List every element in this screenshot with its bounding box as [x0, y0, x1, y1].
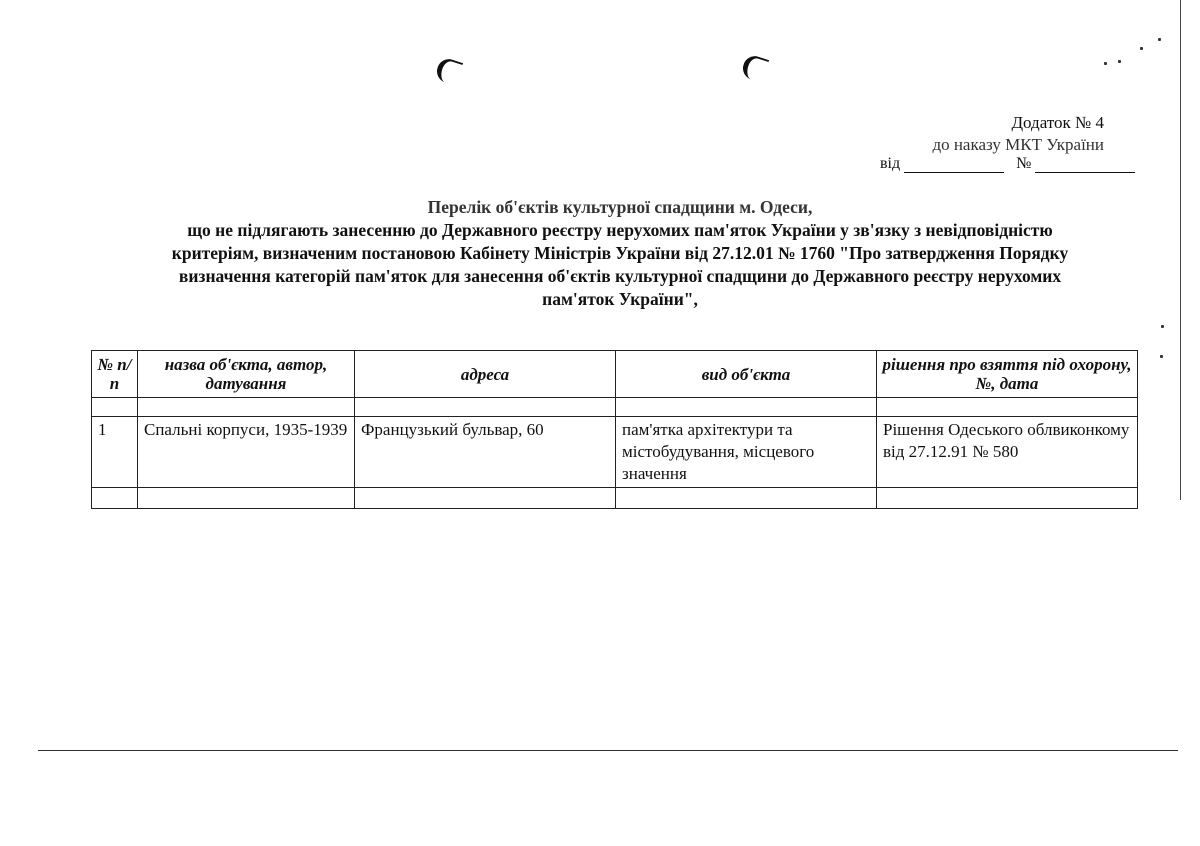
header-decision: рішення про взяття під охорону, №, дата — [877, 351, 1138, 398]
scan-speck — [1104, 62, 1107, 65]
date-prefix: від — [880, 155, 901, 172]
header-name: назва об'єкта, автор, датування — [138, 351, 355, 398]
cell-address: Французький бульвар, 60 — [355, 417, 616, 488]
scan-speck — [1158, 38, 1161, 41]
footer-rule — [38, 750, 1178, 751]
header-address: адреса — [355, 351, 616, 398]
header-number: № п/п — [92, 351, 138, 398]
scan-speck — [1118, 60, 1121, 63]
title-line: Перелік об'єктів культурної спадщини м. Одеси, — [427, 197, 813, 217]
header-type: вид об'єкта — [616, 351, 877, 398]
date-blank — [904, 156, 1004, 173]
cell-decision: Рішення Одеського облвиконкому від 27.12.91 № 580 — [877, 417, 1138, 488]
heritage-objects-table — [91, 350, 1138, 509]
scan-speck — [1161, 325, 1164, 328]
cell-name: Спальні корпуси, 1935-1939 — [138, 417, 355, 488]
appendix-header — [932, 112, 1104, 156]
cell-type: пам'ятка архітектури та містобудування, місцевого значення — [616, 417, 877, 488]
appendix-label: Додаток № 4 — [1011, 113, 1104, 132]
title-line: що не підлягають занесенню до Державного реєстру нерухомих пам'яток України у зв'язку з невідповідністю — [187, 220, 1053, 240]
scan-speck — [1140, 47, 1143, 50]
scan-edge-line — [1180, 0, 1181, 500]
title-line: визначення категорій пам'яток для занесення об'єктів культурної спадщини до Державного реєстру нерухомих — [178, 266, 1062, 286]
cell-number: 1 — [92, 417, 138, 488]
table-row — [92, 417, 1138, 488]
table-spacer-row — [92, 398, 1138, 417]
punch-hole-mark — [740, 53, 769, 83]
date-number-line — [880, 155, 1135, 173]
number-blank — [1035, 156, 1135, 173]
appendix-order-ref: до наказу МКТ України — [932, 135, 1104, 154]
title-line: пам'яток України", — [542, 289, 698, 309]
number-prefix: № — [1016, 155, 1032, 172]
document-title — [70, 196, 1170, 311]
scan-speck — [1160, 355, 1163, 358]
punch-hole-mark — [434, 56, 463, 86]
table-spacer-row — [92, 488, 1138, 509]
table-header-row — [92, 351, 1138, 398]
title-line: критеріям, визначеним постановою Кабінету Міністрів України від 27.12.01 № 1760 "Про затвердження Порядку — [171, 243, 1069, 263]
